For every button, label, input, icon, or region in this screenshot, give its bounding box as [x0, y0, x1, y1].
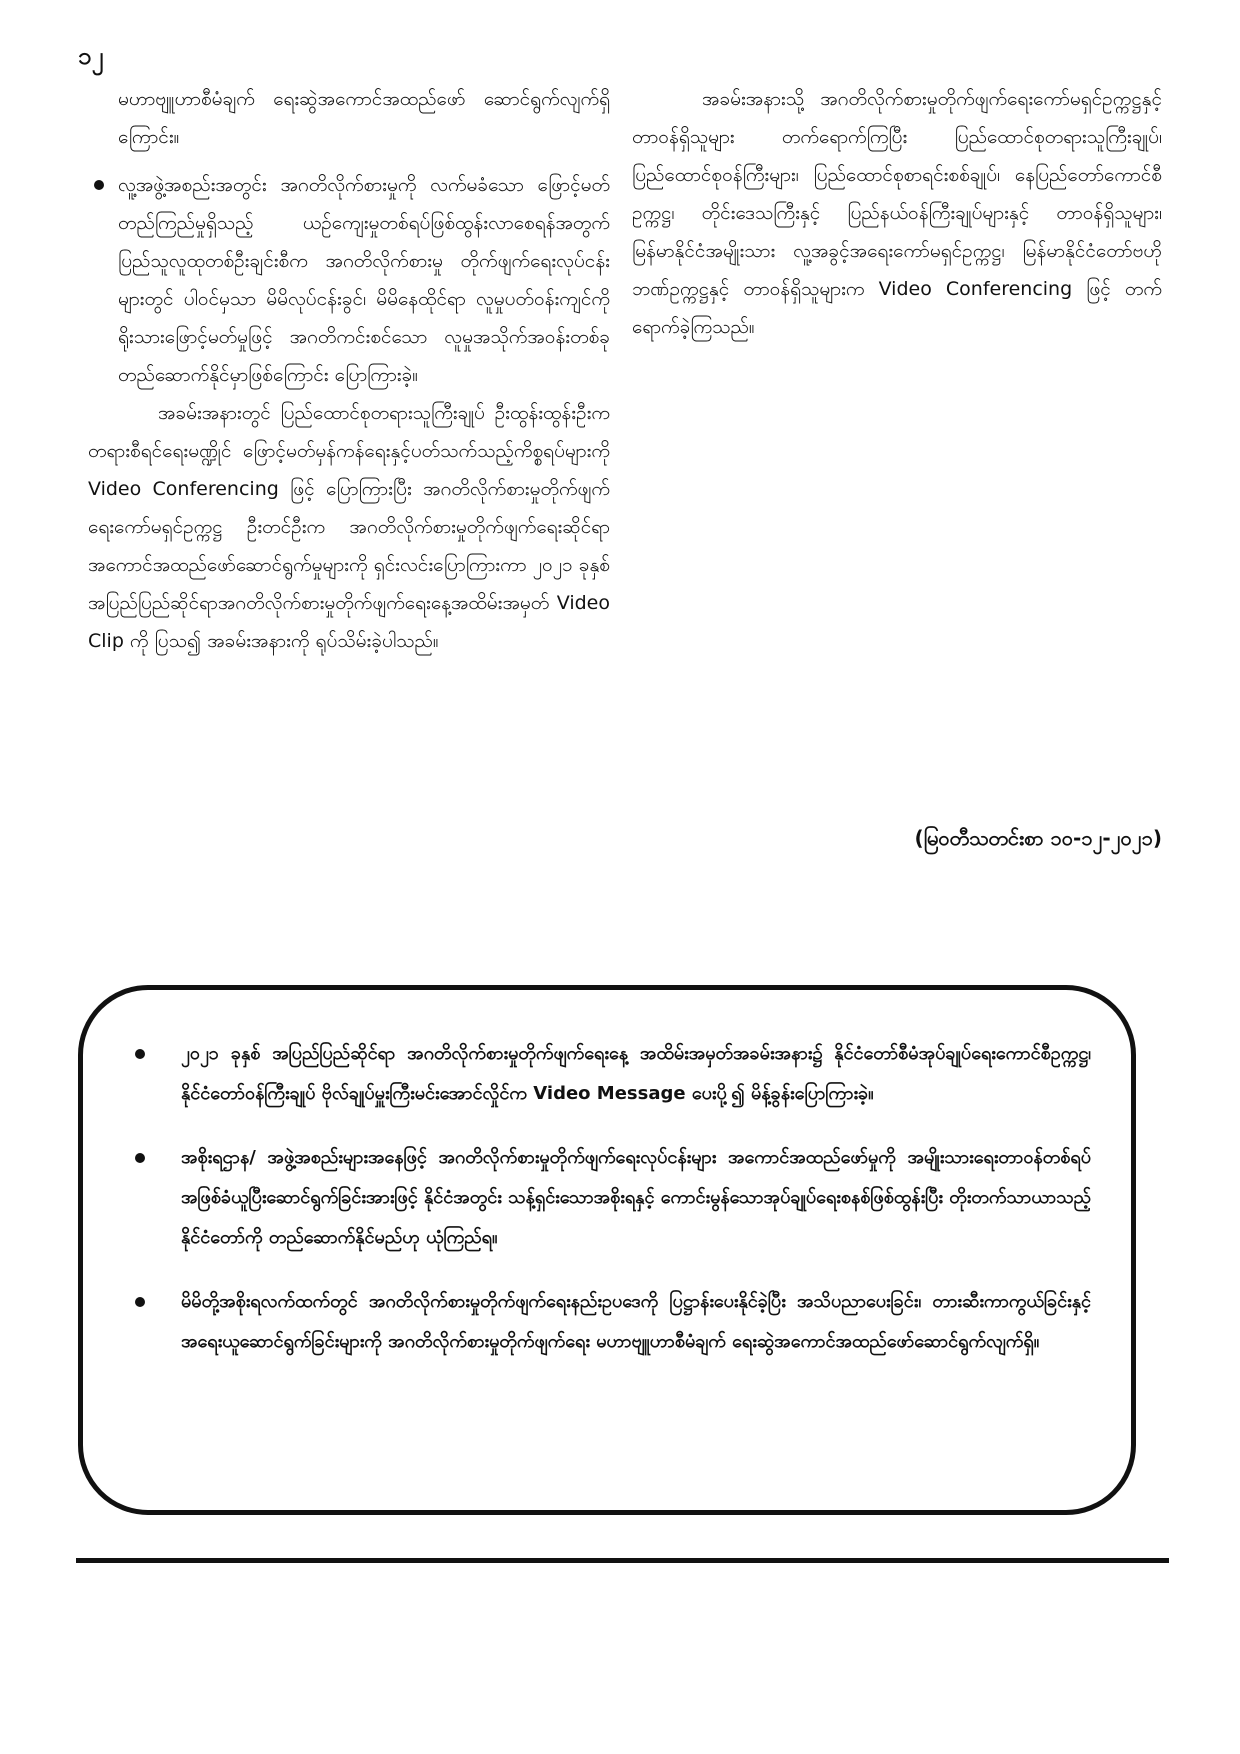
summary-item-text: ၂၀၂၁ ခုနှစ် အပြည်ပြည်ဆိုင်ရာ အဂတိလိုက်စားမှုတိုက်ဖျက်ရေးနေ့ အထိမ်းအမှတ်အခမ်းအနား၌ နိုင်ငံတော်စီမံအုပ်ချုပ်ရေးကောင်စီဥက္ကဋ္ဌ၊ နိုင်ငံတော်ဝန်ကြီးချုပ် ဗိုလ်ချုပ်မှူးကြီးမင်းအောင်လှိုင်က Video Message ပေးပို့၍ မိန့်ခွန်းပြောကြားခဲ့။ — [181, 1043, 1091, 1104]
summary-box — [78, 985, 1136, 1515]
left-column — [88, 80, 610, 660]
bullet-icon — [135, 1049, 145, 1059]
bullet-icon — [94, 180, 104, 190]
bullet-paragraph — [88, 166, 610, 394]
right-column — [632, 80, 1162, 346]
summary-item — [123, 1282, 1091, 1362]
summary-item-text: အစိုးရဌာန/ အဖွဲ့အစည်းများအနေဖြင့် အဂတိလိုက်စားမှုတိုက်ဖျက်ရေးလုပ်ငန်းများ အကောင်အထည်ဖော်မှုကို အမျိုးသားရေးတာဝန်တစ်ရပ်အဖြစ်ခံယူပြီးဆောင်ရွက်ခြင်းအားဖြင့် နိုင်ငံအတွင်း သန့်ရှင်းသောအစိုးရနှင့် ကောင်းမွန်သောအုပ်ချုပ်ရေးစနစ်ဖြစ်ထွန်းပြီး တိုးတက်သာယာသည့်နိုင်ငံတော်ကို တည်ဆောက်နိုင်မည်ဟု ယုံကြည်ရ။ — [181, 1147, 1091, 1248]
summary-item-text: မိမိတို့အစိုးရလက်ထက်တွင် အဂတိလိုက်စားမှုတိုက်ဖျက်ရေးနည်းဥပဒေကို ပြဋ္ဌာန်းပေးနိုင်ခဲ့ပြီး အသိပညာပေးခြင်း၊ တားဆီးကာကွယ်ခြင်းနှင့် အရေးယူဆောင်ရွက်ခြင်းများကို အဂတိလိုက်စားမှုတိုက်ဖျက်ရေး မဟာဗျူဟာစီမံချက် ရေးဆွဲအကောင်အထည်ဖော်ဆောင်ရွက်လျက်ရှိ။ — [181, 1291, 1091, 1352]
bullet-paragraph-text: လူ့အဖွဲ့အစည်းအတွင်း အဂတိလိုက်စားမှုကို လက်မခံသော ဖြောင့်မတ်တည်ကြည်မှုရှိသည့် ယဉ်ကျေးမှုတစ်ရပ်ဖြစ်ထွန်းလာစေရန်အတွက် ပြည်သူလူထုတစ်ဦးချင်းစီက အဂတိလိုက်စားမှု တိုက်ဖျက်ရေးလုပ်ငန်းများတွင် ပါဝင်မှသာ မိမိလုပ်ငန်းခွင်၊ မိမိနေထိုင်ရာ လူမှုပတ်ဝန်းကျင်ကို ရိုးသားဖြောင့်မတ်မှုဖြင့် အဂတိကင်းစင်သော လူမှုအသိုက်အဝန်းတစ်ခု တည်ဆောက်နိုင်မှာဖြစ်ကြောင်း ပြောကြားခဲ့။ — [118, 174, 610, 386]
bullet-icon — [135, 1153, 145, 1163]
summary-item — [123, 1034, 1091, 1114]
bullet-icon — [135, 1297, 145, 1307]
ceremony-paragraph: အခမ်းအနားတွင် ပြည်ထောင်စုတရားသူကြီးချုပ် ဦးထွန်းထွန်းဦးက တရားစီရင်ရေးမဏ္ဍိုင် ဖြောင့်မတ်မှန်ကန်ရေးနှင့်ပတ်သက်သည့်ကိစ္စရပ်များကို Video Conferencing ဖြင့် ပြောကြားပြီး အဂတိလိုက်စားမှုတိုက်ဖျက်ရေးကော်မရှင်ဥက္ကဋ္ဌ ဦးတင်ဦးက အဂတိလိုက်စားမှုတိုက်ဖျက်ရေးဆိုင်ရာ အကောင်အထည်ဖော်ဆောင်ရွက်မှုများကို ရှင်းလင်းပြောကြားကာ ၂၀၂၁ ခုနှစ် အပြည်ပြည်ဆိုင်ရာအဂတိလိုက်စားမှုတိုက်ဖျက်ရေးနေ့အထိမ်းအမှတ် Video Clip ကို ပြသ၍ အခမ်းအနားကို ရုပ်သိမ်းခဲ့ပါသည်။ — [88, 402, 610, 652]
summary-item — [123, 1138, 1091, 1258]
continued-paragraph: မဟာဗျူဟာစီမံချက် ရေးဆွဲအကောင်အထည်ဖော် ဆောင်ရွက်လျက်ရှိကြောင်း။ — [118, 88, 610, 148]
page-number: ၁၂ — [78, 42, 104, 70]
footer-divider — [76, 1558, 1169, 1563]
news-source: (မြဝတီသတင်းစာ ၁၀-၁၂-၂၀၂၁) — [914, 826, 1162, 850]
attendance-paragraph: အခမ်းအနားသို့ အဂတိလိုက်စားမှုတိုက်ဖျက်ရေးကော်မရှင်ဥက္ကဋ္ဌနှင့် တာဝန်ရှိသူများ တက်ရောက်ကြပြီး ပြည်ထောင်စုတရားသူကြီးချုပ်၊ ပြည်ထောင်စုဝန်ကြီးများ၊ ပြည်ထောင်စုစာရင်းစစ်ချုပ်၊ နေပြည်တော်ကောင်စီဥက္ကဋ္ဌ၊ တိုင်းဒေသကြီးနှင့် ပြည်နယ်ဝန်ကြီးချုပ်များနှင့် တာဝန်ရှိသူများ၊ မြန်မာနိုင်ငံအမျိုးသား လူ့အခွင့်အရေးကော်မရှင်ဥက္ကဋ္ဌ၊ မြန်မာနိုင်ငံတော်ဗဟိုဘဏ်ဥက္ကဋ္ဌနှင့် တာဝန်ရှိသူများက Video Conferencing ဖြင့် တက်ရောက်ခဲ့ကြသည်။ — [632, 88, 1162, 338]
